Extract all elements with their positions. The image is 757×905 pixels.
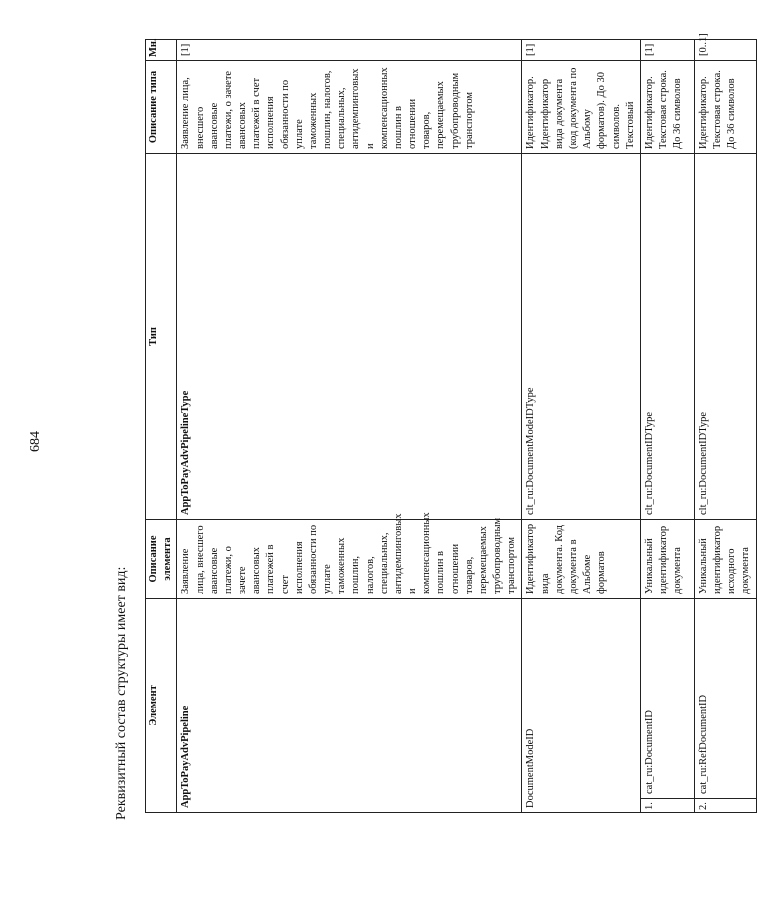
table-row: [177, 40, 522, 813]
cell-element: cat_ru:RefDocumentID: [694, 599, 756, 799]
cell-type: AppToPayAdvPipelineType: [177, 154, 522, 520]
cell-element-description: Заявление лица, внесшего авансовые платежи, о зачете авансовых платежей в счет исполнения обязанности по уплате таможенных пошлин, налогов, специальных, антидемпинговых и компенсационных пошлин в отношении товаров, перемещаемых трубопроводным транспортом: [177, 520, 522, 599]
cell-multiplicity: [0..1]: [694, 40, 756, 61]
cell-type-description: Идентификатор. Текстовая строка. До 36 символов: [640, 61, 694, 154]
header-element-description: Описание элемента: [146, 520, 177, 599]
header-type: Тип: [146, 154, 177, 520]
cell-multiplicity: [1]: [640, 40, 694, 61]
cell-type-description: Идентификатор. Текстовая строка. До 36 символов: [694, 61, 756, 154]
page-number: 684: [28, 431, 43, 452]
header-multiplicity: Мн.: [146, 40, 177, 61]
cell-row-number: 2.: [694, 799, 756, 813]
cell-multiplicity: [1]: [522, 40, 640, 61]
cell-element: AppToPayAdvPipeline: [177, 599, 522, 813]
structure-table: [145, 33, 757, 813]
table-row: [640, 40, 694, 813]
cell-element-description: Уникальный идентификатор исходного документа: [694, 520, 756, 599]
cell-element: DocumentModeID: [522, 599, 640, 813]
table-header-row: [146, 40, 177, 813]
header-type-description: Описание типа: [146, 61, 177, 154]
cell-element-description: Идентификатор вида документа. Код документа в Альбоме форматов: [522, 520, 640, 599]
cell-row-number: 1.: [640, 799, 694, 813]
cell-element-description: Уникальный идентификатор документа: [640, 520, 694, 599]
cell-multiplicity: [1]: [177, 40, 522, 61]
table-row: [522, 40, 640, 813]
cell-type: clt_ru:DocumentIDType: [694, 154, 756, 520]
cell-type-description: Идентификатор. Идентификатор вида документа (код документа по Альбому форматов). До 30 символов. Текстовый: [522, 61, 640, 154]
cell-element: cat_ru:DocumentID: [640, 599, 694, 799]
header-element: Элемент: [146, 599, 177, 813]
cell-type: clt_ru:DocumentIDType: [640, 154, 694, 520]
table-row: [694, 40, 756, 813]
cell-type-description: Заявление лица, внесшего авансовые платежи, о зачете авансовых платежей в счет исполнения обязанности по уплате таможенных пошлин, налогов, специальных, антидемпинговых и компенсационных пошлин в отношении товаров, перемещаемых трубопроводным транспортом: [177, 61, 522, 154]
section-heading: Реквизитный состав структуры имеет вид:: [114, 566, 129, 820]
cell-type: clt_ru:DocumentModeIDType: [522, 154, 640, 520]
